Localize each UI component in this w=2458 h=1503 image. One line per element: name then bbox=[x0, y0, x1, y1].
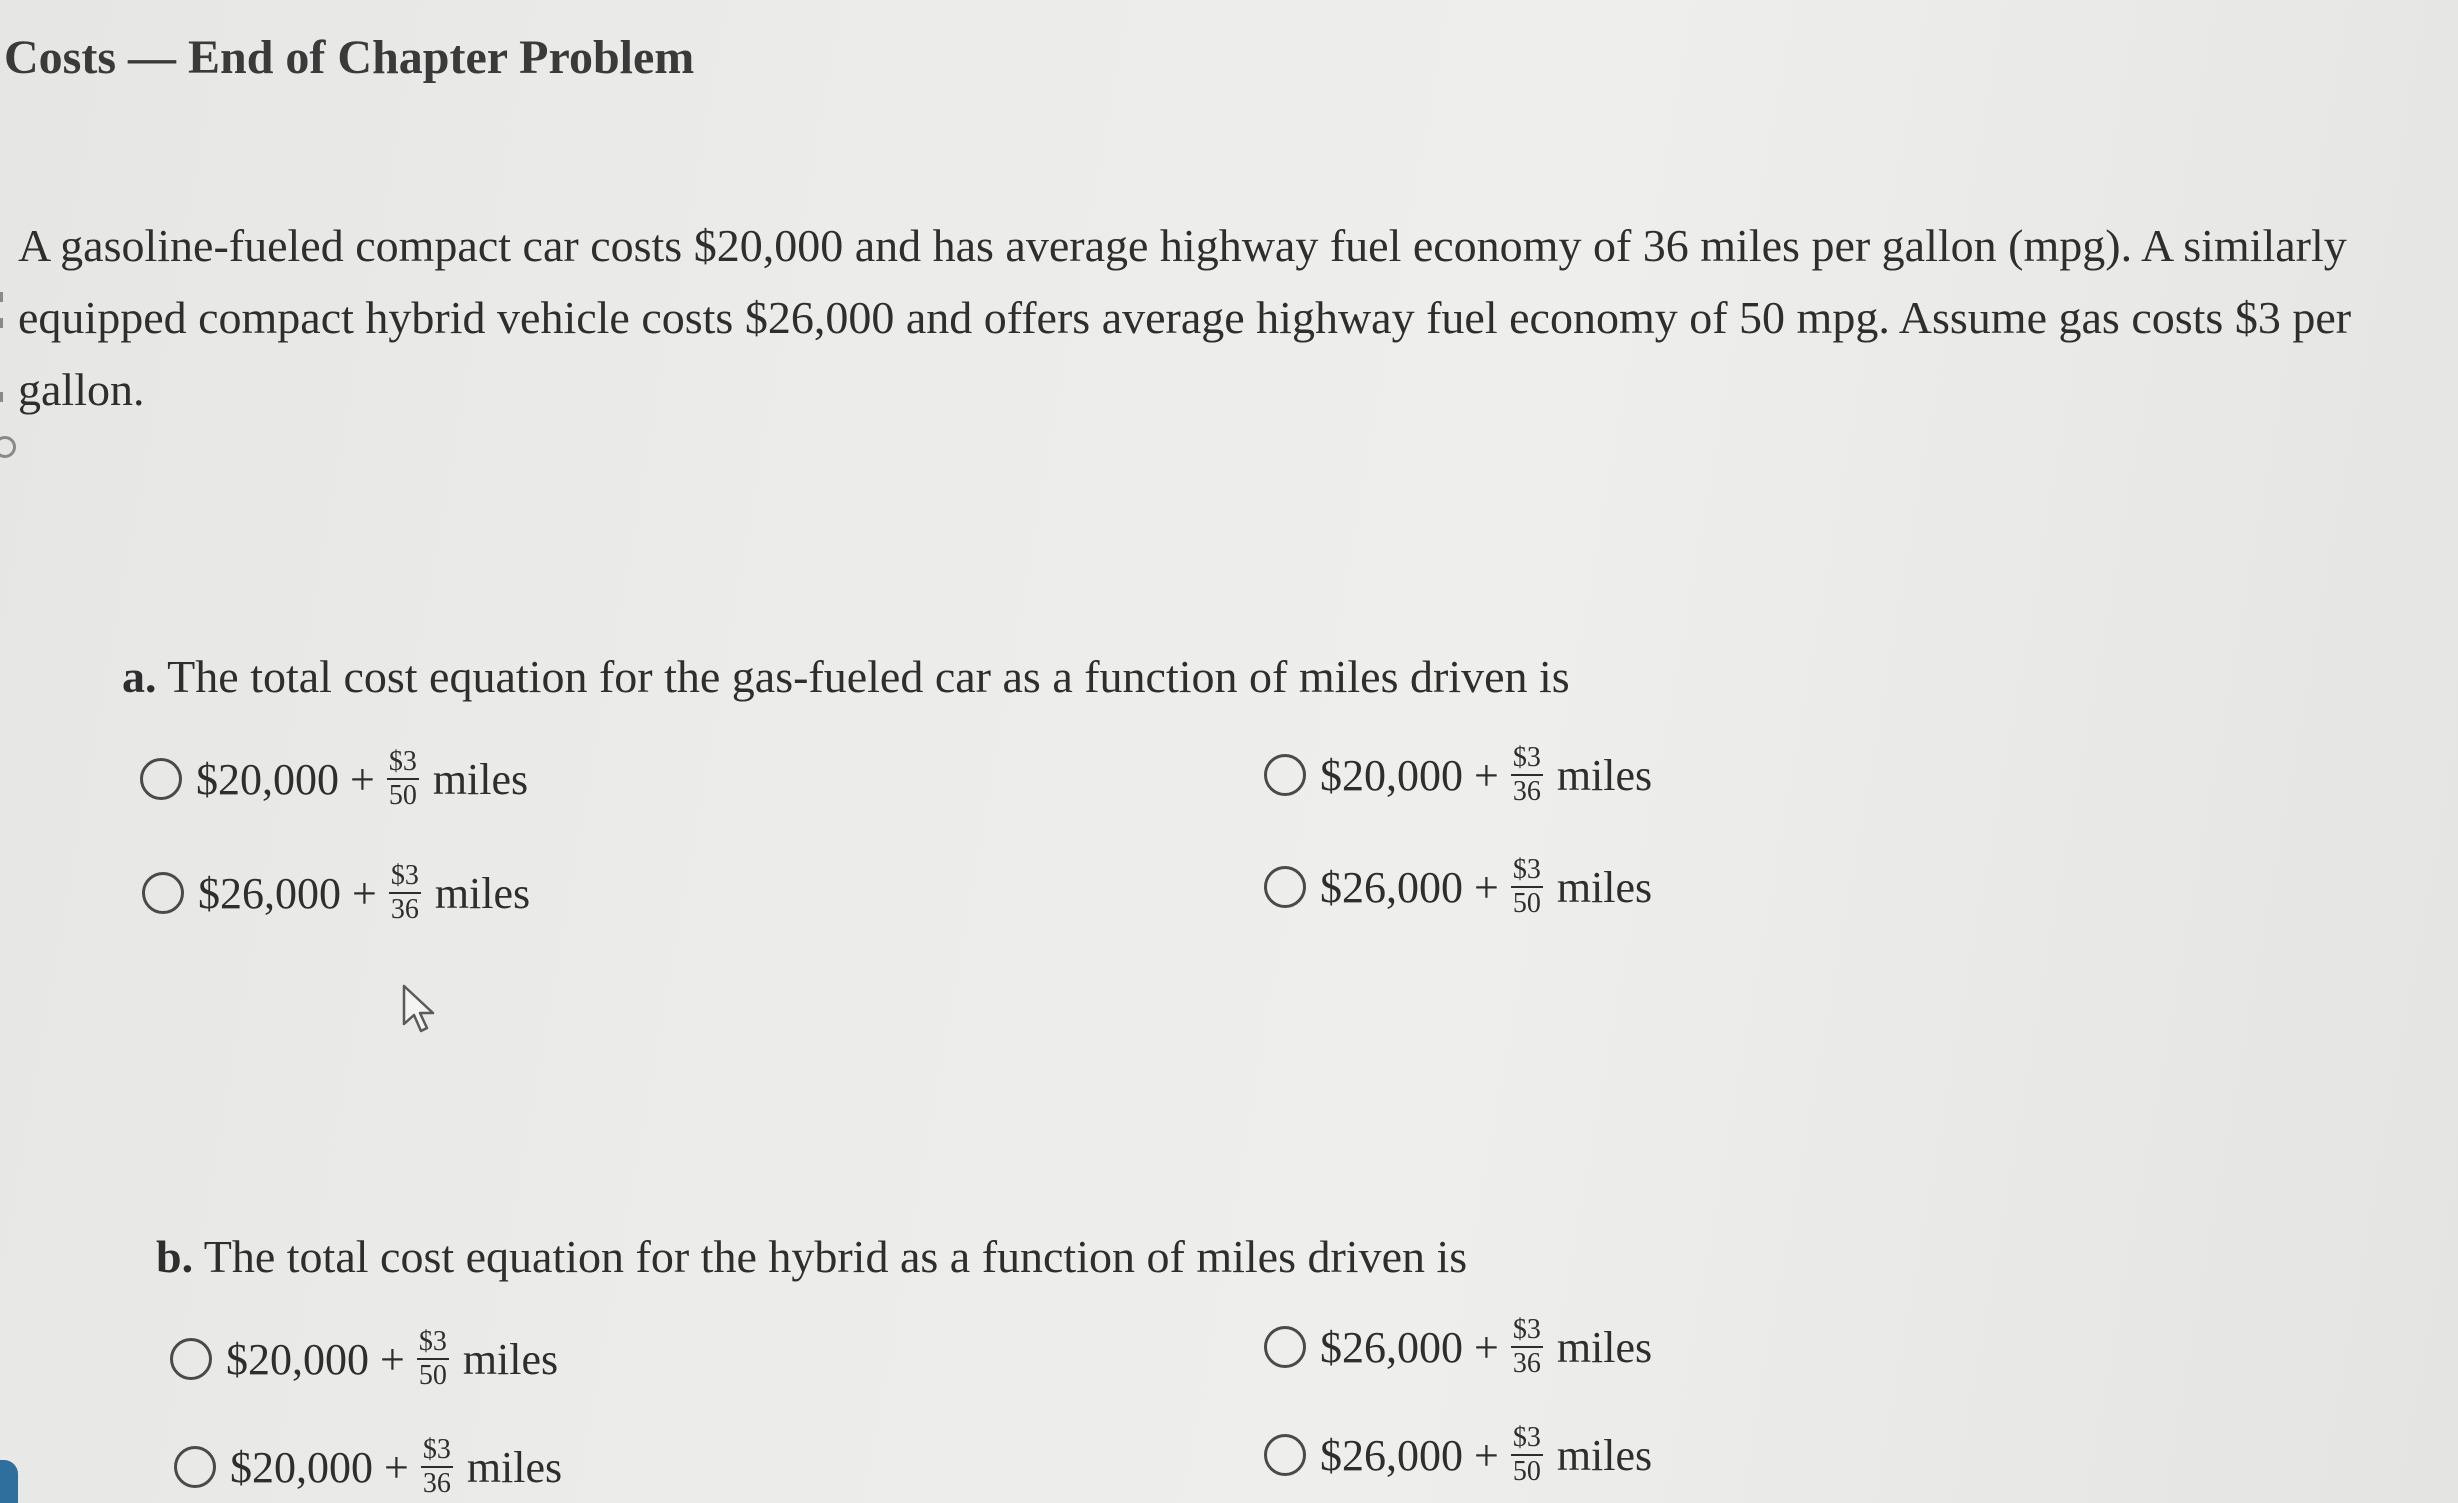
fraction-denominator: 36 bbox=[1512, 1348, 1541, 1379]
fraction bbox=[1511, 854, 1543, 920]
fraction bbox=[1511, 742, 1543, 808]
radio-unselected-icon[interactable] bbox=[1264, 1434, 1306, 1476]
radio-unselected-icon[interactable] bbox=[170, 1338, 212, 1380]
question-a-option-2[interactable] bbox=[1264, 742, 1652, 808]
radio-unselected-icon[interactable] bbox=[174, 1446, 216, 1488]
radio-unselected-icon[interactable] bbox=[1264, 1326, 1306, 1368]
fraction-numerator: $3 bbox=[389, 860, 421, 894]
fraction-denominator: 36 bbox=[1512, 776, 1541, 807]
question-a-text: The total cost equation for the gas-fueled car as a function of miles driven is bbox=[167, 651, 1570, 702]
question-b-option-4[interactable] bbox=[1264, 1422, 1652, 1488]
fraction-denominator: 50 bbox=[1512, 888, 1541, 919]
page-title: Costs — End of Chapter Problem bbox=[4, 31, 695, 84]
option-unit: miles bbox=[432, 754, 529, 804]
fraction-numerator: $3 bbox=[1511, 854, 1543, 888]
fraction-denominator: 36 bbox=[390, 894, 419, 925]
option-base: $26,000 + bbox=[1320, 862, 1499, 912]
option-base: $26,000 + bbox=[198, 868, 377, 918]
question-b-text: The total cost equation for the hybrid as a function of miles driven is bbox=[203, 1231, 1468, 1282]
option-unit: miles bbox=[1556, 750, 1653, 800]
fraction bbox=[421, 1434, 453, 1500]
question-b-option-2[interactable] bbox=[1264, 1314, 1652, 1380]
edge-tab bbox=[0, 1460, 18, 1503]
question-a-label: a. bbox=[122, 651, 157, 702]
radio-unselected-icon[interactable] bbox=[140, 758, 182, 800]
edge-circle-icon bbox=[0, 436, 16, 458]
question-b-option-1[interactable] bbox=[170, 1326, 558, 1392]
radio-unselected-icon[interactable] bbox=[1264, 866, 1306, 908]
fraction-denominator: 36 bbox=[422, 1468, 451, 1499]
fraction-numerator: $3 bbox=[387, 746, 419, 780]
question-b-label: b. bbox=[156, 1231, 194, 1282]
fraction-numerator: $3 bbox=[1511, 742, 1543, 776]
option-unit: miles bbox=[1556, 1322, 1653, 1372]
radio-unselected-icon[interactable] bbox=[1264, 754, 1306, 796]
question-a-option-4[interactable] bbox=[1264, 854, 1652, 920]
fraction-denominator: 50 bbox=[1512, 1456, 1541, 1487]
fraction bbox=[389, 860, 421, 926]
question-a-stem bbox=[122, 650, 1570, 703]
radio-unselected-icon[interactable] bbox=[142, 872, 184, 914]
option-unit: miles bbox=[1556, 1430, 1653, 1480]
option-base: $26,000 + bbox=[1320, 1322, 1499, 1372]
option-base: $20,000 + bbox=[196, 754, 375, 804]
option-unit: miles bbox=[466, 1442, 563, 1492]
option-unit: miles bbox=[462, 1334, 559, 1384]
question-a-option-1[interactable] bbox=[140, 746, 528, 812]
option-base: $26,000 + bbox=[1320, 1430, 1499, 1480]
edge-decoration bbox=[0, 292, 13, 302]
problem-statement: A gasoline-fueled compact car costs $20,000 and has average highway fuel economy of 36 miles per gallon (mpg). A similarly equipped compact hybrid vehicle costs $26,000 and offers average highway fuel economy of 50 mpg. Assume gas costs $3 per gallon. bbox=[18, 220, 2352, 415]
edge-decoration bbox=[0, 318, 13, 328]
question-a-option-3[interactable] bbox=[142, 860, 530, 926]
fraction-numerator: $3 bbox=[421, 1434, 453, 1468]
fraction-numerator: $3 bbox=[1511, 1314, 1543, 1348]
fraction bbox=[1511, 1314, 1543, 1380]
option-base: $20,000 + bbox=[230, 1442, 409, 1492]
fraction bbox=[417, 1326, 449, 1392]
fraction-denominator: 50 bbox=[388, 780, 417, 811]
question-b-option-3[interactable] bbox=[174, 1434, 562, 1500]
fraction-numerator: $3 bbox=[417, 1326, 449, 1360]
fraction bbox=[1511, 1422, 1543, 1488]
edge-decoration bbox=[0, 392, 13, 402]
fraction-denominator: 50 bbox=[418, 1360, 447, 1391]
question-b-stem bbox=[156, 1230, 1467, 1283]
option-unit: miles bbox=[1556, 862, 1653, 912]
fraction bbox=[387, 746, 419, 812]
option-base: $20,000 + bbox=[1320, 750, 1499, 800]
option-base: $20,000 + bbox=[226, 1334, 405, 1384]
mouse-pointer-icon bbox=[400, 984, 440, 1034]
fraction-numerator: $3 bbox=[1511, 1422, 1543, 1456]
option-unit: miles bbox=[434, 868, 531, 918]
